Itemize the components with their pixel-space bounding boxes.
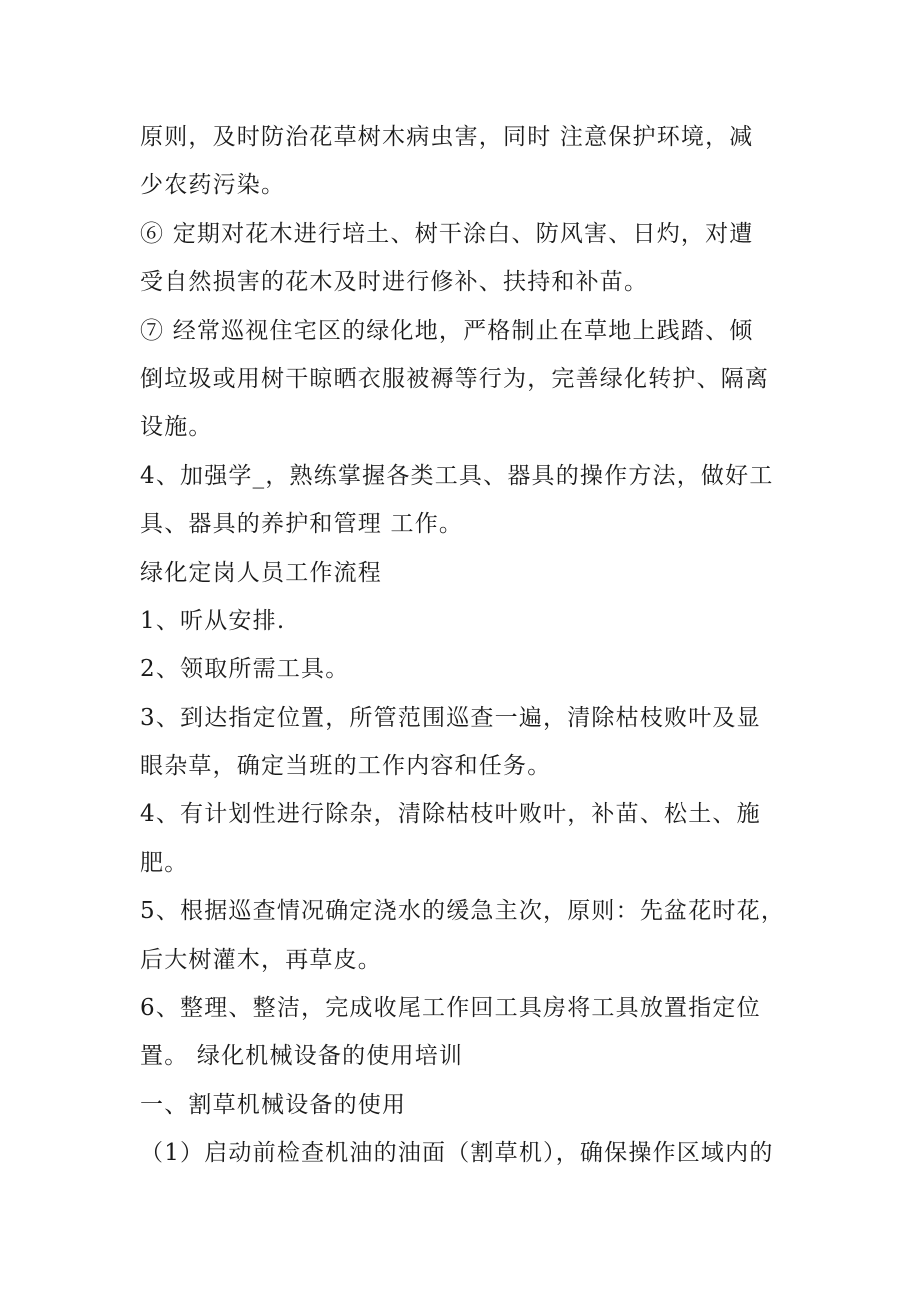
text-line: ⑥ 定期对花木进行培土、树干涂白、防风害、日灼，对遭 [140,220,754,247]
text-line: 受自然损害的花木及时进行修补、扶持和补苗。 [140,269,649,296]
text-line: ⑦ 经常巡视住宅区的绿化地，严格制止在草地上践踏、倾 [140,317,754,344]
text-line: 设施。 [140,414,213,441]
document-body [140,113,800,1178]
text-line: 肥。 [140,849,189,876]
text-line: 原则，及时防治花草树木病虫害，同时 注意保护环境，减 [140,124,754,150]
text-line: 倒垃圾或用树干晾晒衣服被褥等行为，完善绿化转护、隔离 [140,365,770,392]
text-line: 2、领取所需工具。 [140,656,350,683]
section-heading: 一、割草机械设备的使用 [140,1091,407,1118]
text-line: （1）启动前检查机油的油面（割草机），确保操作区域内的 [140,1140,774,1167]
text-line: 1、听从安排. [140,607,286,634]
text-line: 后大树灌木，再草皮。 [140,946,382,973]
text-line: 5、根据巡查情况确定浇水的缓急主次，原则：先盆花时花， [140,898,786,925]
text-line: 4、加强学_，熟练掌握各类工具、器具的操作方法，做好工 [140,462,774,489]
text-line: 4、有计划性进行除杂，清除枯枝叶败叶，补苗、松土、施 [140,801,761,828]
text-line: 眼杂草，确定当班的工作内容和任务。 [140,753,552,780]
section-heading: 绿化定岗人员工作流程 [140,559,382,586]
text-line: 少农药污染。 [140,172,286,199]
text-line: 6、整理、整洁，完成收尾工作回工具房将工具放置指定位 [140,995,761,1022]
text-line: 具、器具的养护和管理 工作。 [140,511,464,538]
text-line: 置。 绿化机械设备的使用培训 [140,1043,464,1070]
text-line: 3、到达指定位置，所管范围巡查一遍，清除枯枝败叶及显 [140,704,761,731]
